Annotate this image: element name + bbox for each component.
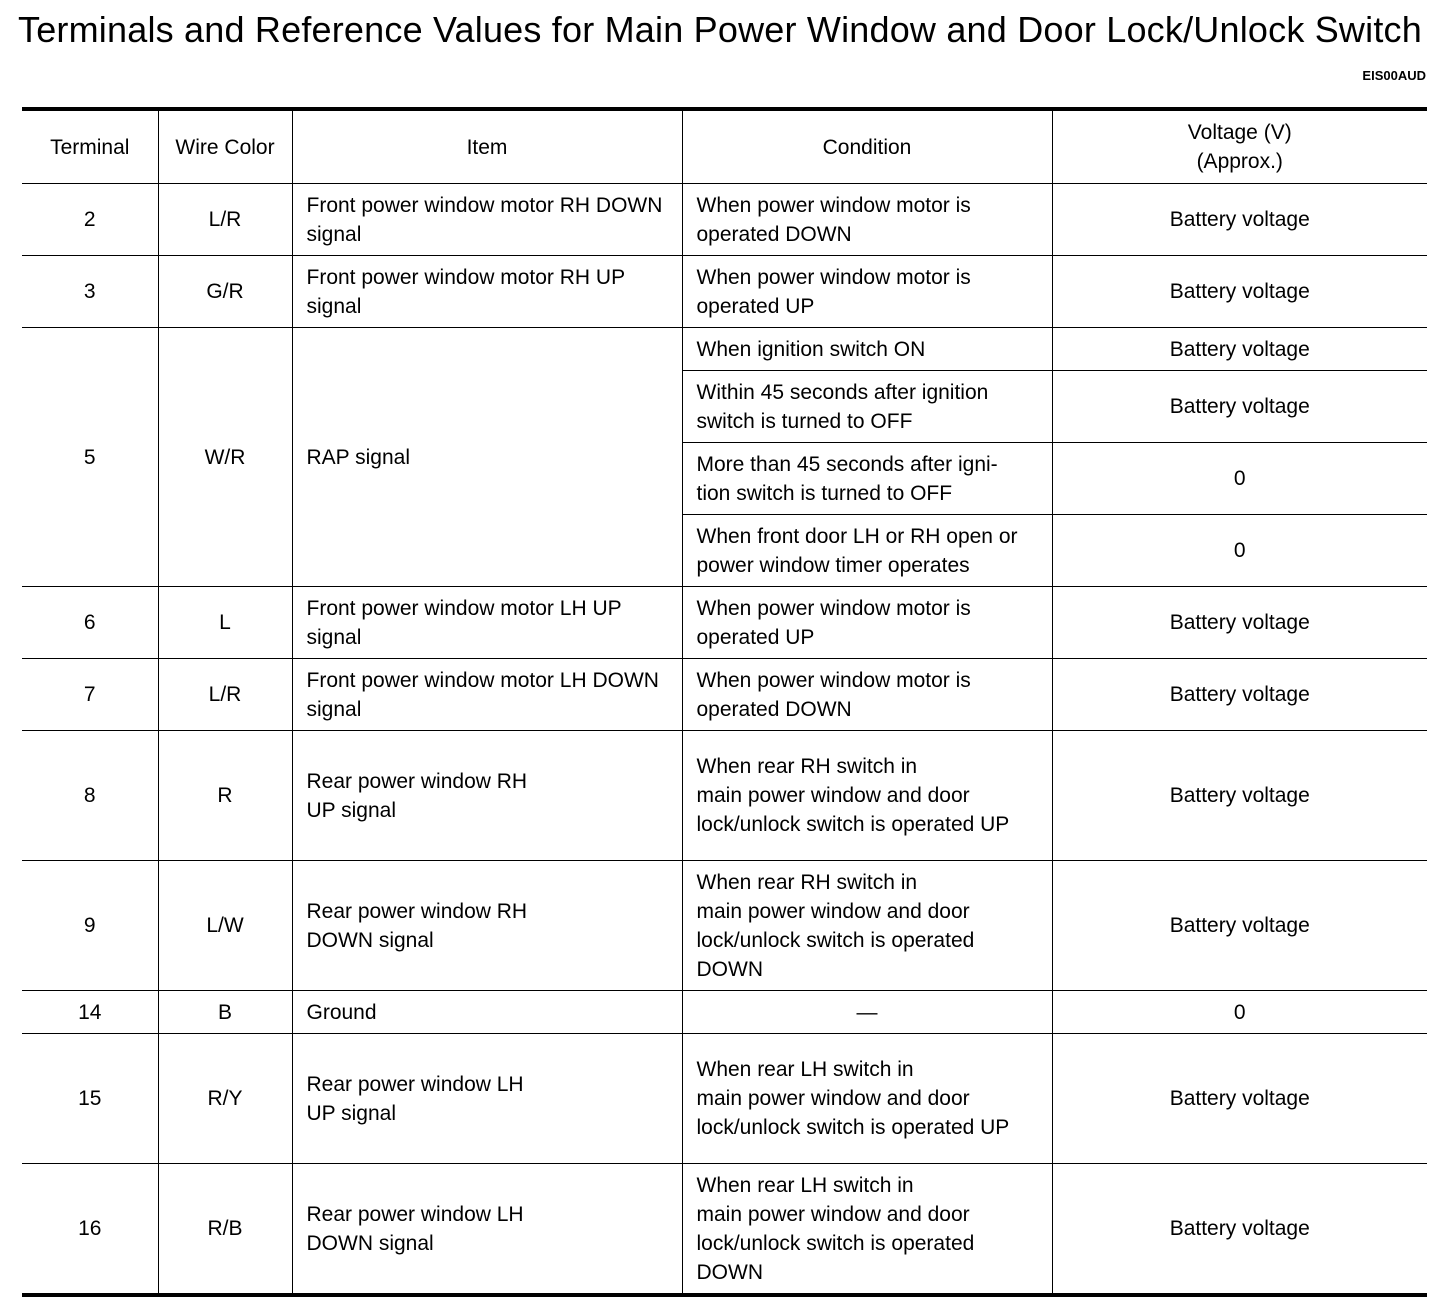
condition-cell: When ignition switch ON — [682, 328, 1052, 371]
table-row — [22, 256, 1427, 328]
header-voltage: Voltage (V) (Approx.) — [1052, 109, 1427, 184]
terminal-cell: 2 — [22, 184, 158, 256]
item-cell: RAP signal — [292, 328, 682, 587]
terminal-cell: 8 — [22, 731, 158, 861]
condition-cell: When rear RH switch in main power window and door lock/unlock switch is operated DOWN — [682, 861, 1052, 991]
terminal-cell: 3 — [22, 256, 158, 328]
table-row — [22, 328, 1427, 371]
wire-color-cell: L/W — [158, 861, 292, 991]
terminal-cell: 5 — [22, 328, 158, 587]
table-row — [22, 991, 1427, 1034]
condition-cell: More than 45 seconds after igni- tion switch is turned to OFF — [682, 443, 1052, 515]
wire-color-cell: G/R — [158, 256, 292, 328]
condition-cell: When rear LH switch in main power window and door lock/unlock switch is operated DOWN — [682, 1164, 1052, 1296]
item-cell: Front power window motor LH DOWN signal — [292, 659, 682, 731]
terminal-cell: 14 — [22, 991, 158, 1034]
voltage-cell: Battery voltage — [1052, 328, 1427, 371]
terminal-cell: 16 — [22, 1164, 158, 1296]
voltage-cell: Battery voltage — [1052, 184, 1427, 256]
item-cell: Rear power window RH UP signal — [292, 731, 682, 861]
item-cell: Rear power window LH DOWN signal — [292, 1164, 682, 1296]
condition-cell: When power window motor is operated DOWN — [682, 659, 1052, 731]
condition-cell: When power window motor is operated UP — [682, 587, 1052, 659]
wire-color-cell: L/R — [158, 184, 292, 256]
table-row — [22, 1164, 1427, 1296]
header-item: Item — [292, 109, 682, 184]
condition-cell: When rear RH switch in main power window and door lock/unlock switch is operated UP — [682, 731, 1052, 861]
terminal-cell: 9 — [22, 861, 158, 991]
wire-color-cell: R/Y — [158, 1034, 292, 1164]
condition-cell: — — [682, 991, 1052, 1034]
table-row — [22, 861, 1427, 991]
terminal-cell: 15 — [22, 1034, 158, 1164]
table-row — [22, 731, 1427, 861]
wire-color-cell: R/B — [158, 1164, 292, 1296]
voltage-cell: Battery voltage — [1052, 1164, 1427, 1296]
table-header-row — [22, 109, 1427, 184]
wire-color-cell: L — [158, 587, 292, 659]
voltage-cell: Battery voltage — [1052, 587, 1427, 659]
voltage-cell: Battery voltage — [1052, 256, 1427, 328]
wire-color-cell: R — [158, 731, 292, 861]
wire-color-cell: L/R — [158, 659, 292, 731]
voltage-cell: Battery voltage — [1052, 1034, 1427, 1164]
condition-cell: When power window motor is operated DOWN — [682, 184, 1052, 256]
wire-color-cell: W/R — [158, 328, 292, 587]
header-condition: Condition — [682, 109, 1052, 184]
condition-cell: When power window motor is operated UP — [682, 256, 1052, 328]
wire-color-cell: B — [158, 991, 292, 1034]
voltage-cell: Battery voltage — [1052, 861, 1427, 991]
header-terminal: Terminal — [22, 109, 158, 184]
voltage-cell: Battery voltage — [1052, 659, 1427, 731]
terminal-cell: 6 — [22, 587, 158, 659]
table-row — [22, 1034, 1427, 1164]
header-wire-color: Wire Color — [158, 109, 292, 184]
voltage-cell: Battery voltage — [1052, 731, 1427, 861]
item-cell: Front power window motor RH UP signal — [292, 256, 682, 328]
voltage-cell: Battery voltage — [1052, 371, 1427, 443]
document-code: EIS00AUD — [1362, 68, 1426, 83]
table-row — [22, 659, 1427, 731]
item-cell: Rear power window LH UP signal — [292, 1034, 682, 1164]
item-cell: Rear power window RH DOWN signal — [292, 861, 682, 991]
table-row — [22, 184, 1427, 256]
voltage-cell: 0 — [1052, 443, 1427, 515]
condition-cell: When rear LH switch in main power window and door lock/unlock switch is operated UP — [682, 1034, 1052, 1164]
condition-cell: Within 45 seconds after ignition switch is turned to OFF — [682, 371, 1052, 443]
voltage-cell: 0 — [1052, 515, 1427, 587]
table-row — [22, 587, 1427, 659]
voltage-cell: 0 — [1052, 991, 1427, 1034]
item-cell: Ground — [292, 991, 682, 1034]
condition-cell: When front door LH or RH open or power window timer operates — [682, 515, 1052, 587]
item-cell: Front power window motor LH UP signal — [292, 587, 682, 659]
page-title: Terminals and Reference Values for Main Power Window and Door Lock/Unlock Switch — [18, 9, 1422, 50]
item-cell: Front power window motor RH DOWN signal — [292, 184, 682, 256]
terminal-reference-table — [22, 107, 1427, 1297]
terminal-cell: 7 — [22, 659, 158, 731]
